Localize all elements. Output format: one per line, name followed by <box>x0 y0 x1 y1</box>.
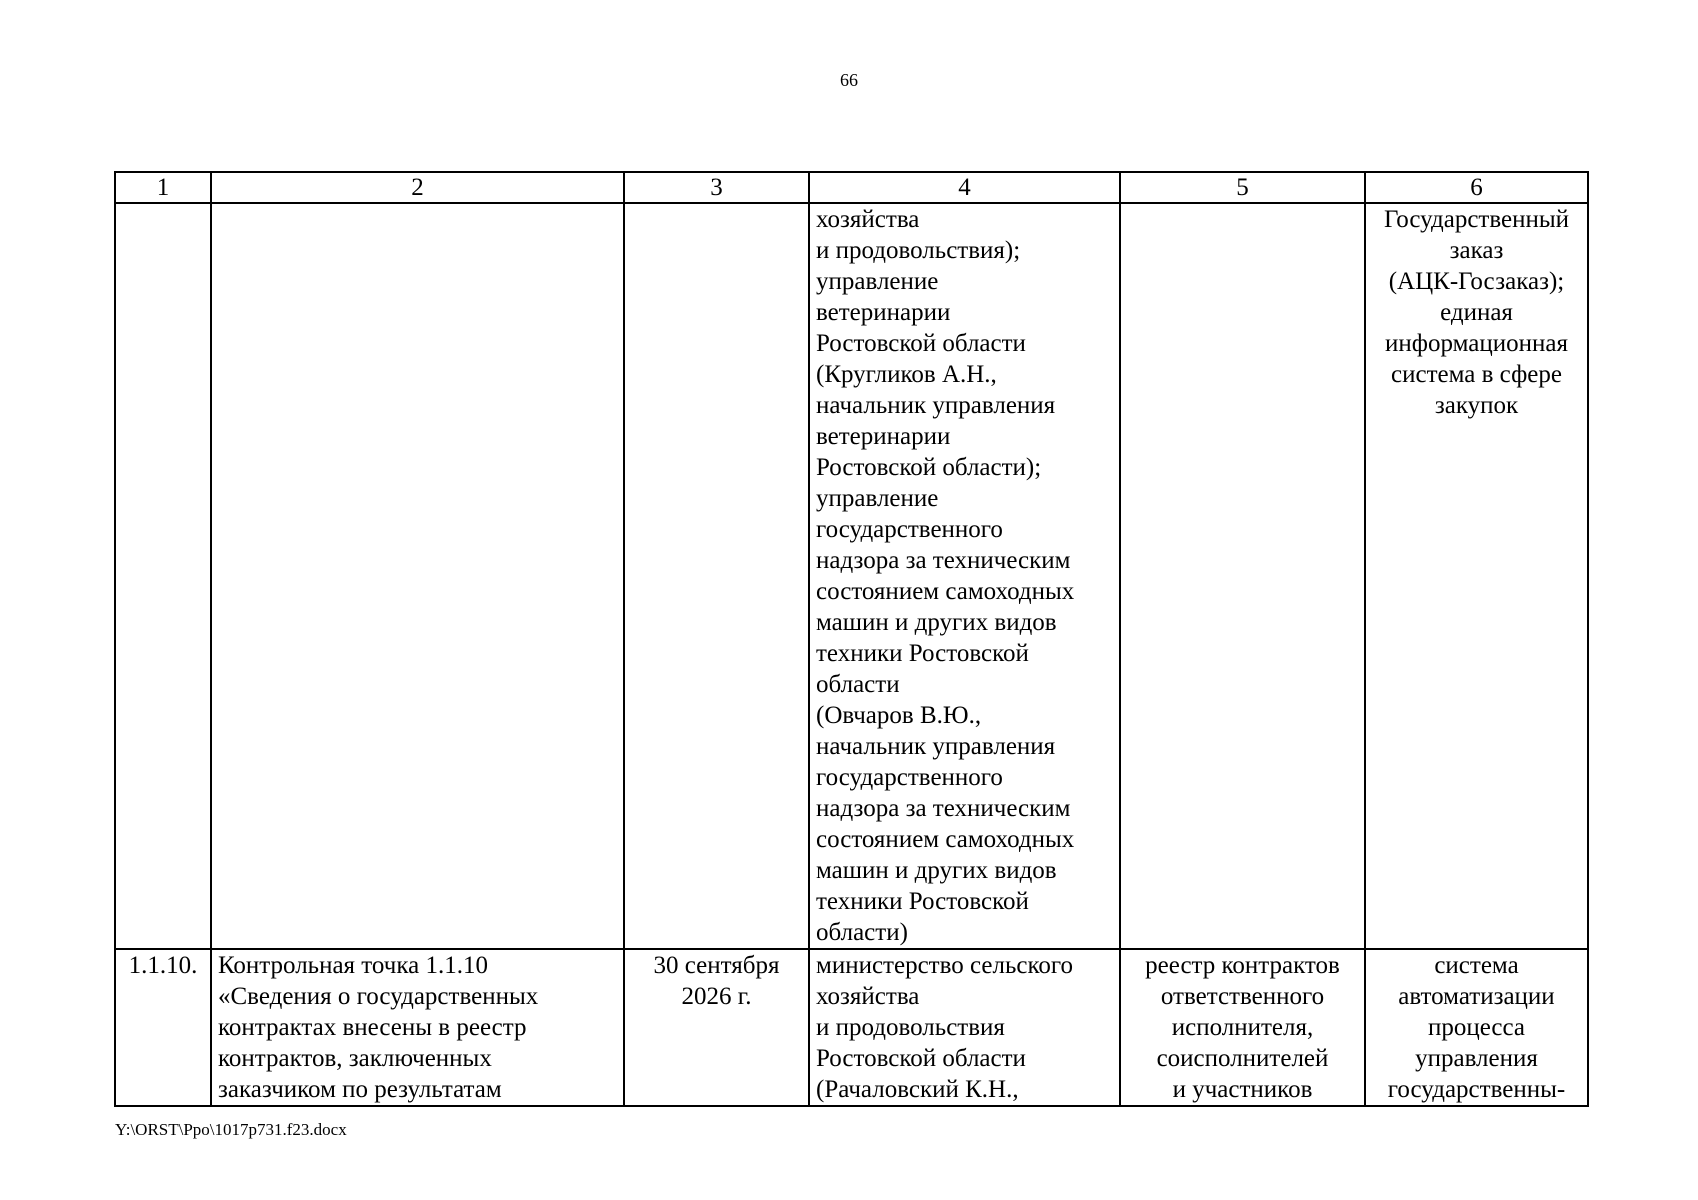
cell-text-line: процесса <box>1427 1014 1526 1041</box>
cell-text-line: области) <box>816 919 908 946</box>
cont-cell-number <box>115 203 211 949</box>
cell-text-line: (Рачаловский К.Н., <box>816 1076 1019 1103</box>
table-header-row <box>115 172 1588 203</box>
item-cell-date <box>624 949 809 1106</box>
cell-text-line: Контрольная точка 1.1.10 <box>218 952 488 979</box>
cont-cell-info-system <box>1365 203 1588 949</box>
cell-text-line: Ростовской области); <box>816 454 1042 481</box>
cell-text-line: государственного <box>816 764 1003 791</box>
cell-text-line: начальник управления <box>816 392 1056 419</box>
cell-text-line: состоянием самоходных <box>816 826 1075 853</box>
cell-text-line: Государственный <box>1383 206 1570 233</box>
cell-text-line: закупок <box>1434 392 1519 419</box>
cell-text-line: надзора за техническим <box>816 547 1071 574</box>
header-cell-2: 2 <box>211 172 624 203</box>
cell-text-line: (Овчаров В.Ю., <box>816 702 982 729</box>
cell-text-line: хозяйства <box>816 983 920 1010</box>
item-cell-responsible <box>809 949 1120 1106</box>
header-cell-6: 6 <box>1365 172 1588 203</box>
cell-text-line: техники Ростовской <box>816 640 1029 667</box>
cell-text-line: реестр контрактов <box>1145 952 1340 979</box>
cell-text-line: ветеринарии <box>816 299 951 326</box>
header-cell-4: 4 <box>809 172 1120 203</box>
cell-text-line: и продовольствия <box>816 1014 1005 1041</box>
cell-text-line: система в сфере <box>1391 361 1562 388</box>
cont-cell-document <box>1120 203 1365 949</box>
plan-table <box>114 171 1589 1107</box>
cell-text-line: (АЦК-Госзаказ); <box>1388 268 1565 295</box>
cell-text-line: соисполнителей <box>1156 1045 1329 1072</box>
cell-text-line: управления <box>1415 1045 1538 1072</box>
cell-text-line: начальник управления <box>816 733 1056 760</box>
cell-text-line: Ростовской области <box>816 1045 1026 1072</box>
cell-text-line: государственного <box>816 516 1003 543</box>
cell-text-line: заказ <box>1449 237 1504 264</box>
header-cell-1: 1 <box>115 172 211 203</box>
cell-text-line: министерство сельского <box>816 952 1073 979</box>
cell-text-line: ветеринарии <box>816 423 951 450</box>
cell-text-line: хозяйства <box>816 206 920 233</box>
cell-text-line: исполнителя, <box>1171 1014 1314 1041</box>
cont-cell-date <box>624 203 809 949</box>
table-row-1-1-10 <box>115 949 1588 1106</box>
cell-text-line: государственны- <box>1387 1076 1566 1103</box>
page-number: 66 <box>840 70 858 90</box>
cont-cell-responsible <box>809 203 1120 949</box>
cell-text-line: машин и других видов <box>816 609 1057 636</box>
cell-text-line: контрактах внесены в реестр <box>218 1014 527 1041</box>
item-cell-document <box>1120 949 1365 1106</box>
item-cell-name <box>211 949 624 1106</box>
cell-text-line: области <box>816 671 900 698</box>
cell-text-line: 1.1.10. <box>128 952 198 979</box>
cell-text-line: Ростовской области <box>816 330 1026 357</box>
cell-text-line: состоянием самоходных <box>816 578 1075 605</box>
cell-text-line: управление <box>816 485 939 512</box>
cell-text-line: информационная <box>1385 330 1568 357</box>
footer-file-path: Y:\ORST\Ppo\1017p731.f23.docx <box>115 1120 347 1139</box>
cell-text-line: управление <box>816 268 939 295</box>
header-cell-3: 3 <box>624 172 809 203</box>
cell-text-line: и продовольствия); <box>816 237 1021 264</box>
cell-text-line: система <box>1434 952 1519 979</box>
cell-text-line: автоматизации <box>1398 983 1555 1010</box>
item-cell-info-system <box>1365 949 1588 1106</box>
cell-text-line: контрактов, заключенных <box>218 1045 492 1072</box>
cell-text-line: надзора за техническим <box>816 795 1071 822</box>
item-cell-number <box>115 949 211 1106</box>
cell-text-line: техники Ростовской <box>816 888 1029 915</box>
cell-text-line: заказчиком по результатам <box>218 1076 502 1103</box>
table-row-continuation <box>115 203 1588 949</box>
cell-text-line: машин и других видов <box>816 857 1057 884</box>
cell-text-line: единая <box>1440 299 1513 326</box>
cell-text-line: (Кругликов А.Н., <box>816 361 997 388</box>
header-cell-5: 5 <box>1120 172 1365 203</box>
cont-cell-name <box>211 203 624 949</box>
cell-text-line: 2026 г. <box>681 983 752 1010</box>
cell-text-line: ответственного <box>1160 983 1325 1010</box>
cell-text-line: 30 сентября <box>653 952 780 979</box>
cell-text-line: и участников <box>1172 1076 1313 1103</box>
cell-text-line: «Сведения о государственных <box>218 983 539 1010</box>
